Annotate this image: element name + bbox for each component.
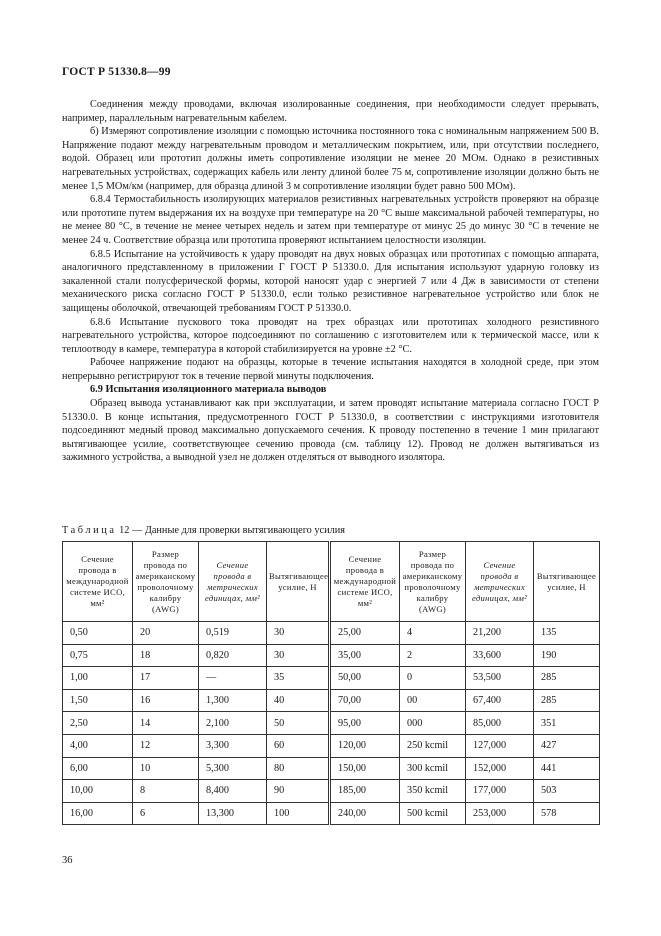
table-row (63, 667, 600, 690)
col-header-iso-section-2: Сечение провода в международной системе ИСО, мм² (330, 542, 400, 622)
table-row (63, 712, 600, 735)
paragraph: Соединения между проводами, включая изолированные соединения, при необходимости следует прерывать, например, параллельным нагревательным кабелем. (62, 99, 599, 124)
table-cell: 351 (534, 712, 600, 735)
table-cell: 13,300 (199, 802, 267, 825)
table-cell: 25,00 (330, 622, 400, 645)
table-caption-text: 12 — Данные для проверки вытягивающего усилия (116, 525, 346, 536)
table-cell: 70,00 (330, 689, 400, 712)
table-cell: 500 kcmil (400, 802, 466, 825)
table-cell: 2 (400, 644, 466, 667)
table-cell: 0,519 (199, 622, 267, 645)
table-cell: 8 (133, 780, 199, 803)
table-cell: 95,00 (330, 712, 400, 735)
table-cell: 30 (267, 644, 330, 667)
table-cell: 1,00 (63, 667, 133, 690)
document-header: ГОСТ Р 51330.8—99 (62, 66, 171, 78)
col-header-metric-section: Сечение провода в метрических единицах, мм² (199, 542, 267, 622)
table-cell: 427 (534, 734, 600, 757)
page-number: 36 (62, 855, 73, 866)
pull-force-table (62, 541, 600, 825)
table-cell: 35 (267, 667, 330, 690)
table-cell: 190 (534, 644, 600, 667)
table-cell: 60 (267, 734, 330, 757)
table-cell: 127,000 (466, 734, 534, 757)
table-cell: 152,000 (466, 757, 534, 780)
table-cell: 6 (133, 802, 199, 825)
table-cell: 1,300 (199, 689, 267, 712)
paragraph: 6.8.4 Термостабильность изолирующих материалов резистивных нагревательных устройств проверяют на образце или прототипе путем выдержания их на воздухе при температуре на 20 °С выше максимальной рабочей температуры, но не менее 80 °С, в течение не менее четырех недель и затем при температуре от минус 25 до минус 30 °С в течение не менее 24 ч. Соответствие образца или прототипа проверяют испытанием целостности изоляции. (62, 194, 599, 246)
paragraph: 6.8.6 Испытание пускового тока проводят на трех образцах или прототипах холодного резистивного нагревательного устройства, которое подсоединяют по соглашению с изготовителем или к термической массе, или к теплоотводу в камере, температура в которой стабилизируется на уровне ±2 °С. (62, 316, 599, 355)
table-cell: 10,00 (63, 780, 133, 803)
table-cell: 50 (267, 712, 330, 735)
table-cell: 240,00 (330, 802, 400, 825)
table-cell: 8,400 (199, 780, 267, 803)
table-cell: 1,50 (63, 689, 133, 712)
table-cell: 441 (534, 757, 600, 780)
table-cell: 150,00 (330, 757, 400, 780)
table-cell: — (199, 667, 267, 690)
table-row (63, 802, 600, 825)
table-cell: 35,00 (330, 644, 400, 667)
table-cell: 503 (534, 780, 600, 803)
table-cell: 12 (133, 734, 199, 757)
table-cell: 0,75 (63, 644, 133, 667)
table-cell: 0,820 (199, 644, 267, 667)
table-cell: 6,00 (63, 757, 133, 780)
table-cell: 17 (133, 667, 199, 690)
table-cell: 53,500 (466, 667, 534, 690)
table-cell: 120,00 (330, 734, 400, 757)
table-row (63, 757, 600, 780)
table-cell: 300 kcmil (400, 757, 466, 780)
table-cell: 3,300 (199, 734, 267, 757)
table-cell: 250 kcmil (400, 734, 466, 757)
table-cell: 177,000 (466, 780, 534, 803)
col-header-awg-size-2: Размер провода по американскому проволочному калибру (AWG) (400, 542, 466, 622)
table-cell: 2,50 (63, 712, 133, 735)
table-cell: 50,00 (330, 667, 400, 690)
table-cell: 285 (534, 689, 600, 712)
table-caption (62, 525, 345, 536)
table-cell: 2,100 (199, 712, 267, 735)
table-cell: 85,000 (466, 712, 534, 735)
table-cell: 350 kcmil (400, 780, 466, 803)
table-cell: 80 (267, 757, 330, 780)
table-cell: 10 (133, 757, 199, 780)
paragraph: 6.8.5 Испытание на устойчивость к удару проводят на двух новых образцах или прототипах с помощью аппарата, аналогичного представленному в приложении Г ГОСТ Р 51330.0. Для испытания используют ударную головку из закаленной стали полусферической формы, которой наносят удар с энергией 7 или 4 Дж в зависимости от степени механического риска согласно ГОСТ Р 51330.0, если только резистивное нагревательное устройство или блок не защищены оболочкой, отвечающей требованиям ГОСТ Р 51330.0. (62, 248, 599, 314)
table-cell: 5,300 (199, 757, 267, 780)
table-row (63, 780, 600, 803)
table-cell: 000 (400, 712, 466, 735)
table-cell: 00 (400, 689, 466, 712)
table-cell: 0,50 (63, 622, 133, 645)
col-header-metric-section-2: Сечение провода в метрических единицах, мм² (466, 542, 534, 622)
table-cell: 578 (534, 802, 600, 825)
table-cell: 135 (534, 622, 600, 645)
table-caption-word: Таблица (62, 525, 117, 536)
table-cell: 0 (400, 667, 466, 690)
table-cell: 20 (133, 622, 199, 645)
col-header-pull-force: Вытягивающее усилие, Н (267, 542, 330, 622)
paragraph: Рабочее напряжение подают на образцы, которые в течение испытания находятся в холодной среде, при этом непрерывно регистрируют ток в течение первой минуты подключения. (62, 357, 599, 382)
table-cell: 14 (133, 712, 199, 735)
table-cell: 285 (534, 667, 600, 690)
table-cell: 40 (267, 689, 330, 712)
table-cell: 18 (133, 644, 199, 667)
table-cell: 4 (400, 622, 466, 645)
table-cell: 21,200 (466, 622, 534, 645)
paragraph: б) Измеряют сопротивление изоляции с помощью источника постоянного тока с номинальным напряжением 500 В. Напряжение подают между нагревательным проводом и металлическим покрытием, или, при отсутствии последнего, водой. Образец или прототип должны иметь сопротивление изоляции не менее 20 МОм. Однако в резистивных нагревательных устройствах, содержащих кабель или ленту длиной более 75 м, сопротивление изоляции должно быть не менее 1,5 МОм/км (например, для образца длиной 3 м сопротивление изоляции будет равно 500 МОм). (62, 126, 599, 192)
table-cell: 16,00 (63, 802, 133, 825)
table-cell: 30 (267, 622, 330, 645)
table-row (63, 689, 600, 712)
table-header-row (63, 542, 600, 622)
body-text (62, 98, 599, 465)
paragraph: Образец вывода устанавливают как при эксплуатации, и затем проводят испытание материала согласно ГОСТ Р 51330.0. В конце испытания, предусмотренного ГОСТ Р 51330.0, в соответствии с инструкциями изготовителя подсоединяют медный провод максимально допускаемого сечения. К проводу постепенно в течение 1 мин прилагают вытягивающее усилие, соответствующее сечению провода (см. таблицу 12). Провод не должен вытягиваться из зажимного устройства, а выводной узел не должен отделяться от выводного изолятора. (62, 398, 599, 464)
table-cell: 253,000 (466, 802, 534, 825)
table-row (63, 622, 600, 645)
table-cell: 4,00 (63, 734, 133, 757)
table-cell: 67,400 (466, 689, 534, 712)
col-header-pull-force-2: Вытягивающее усилие, Н (534, 542, 600, 622)
table-cell: 33,600 (466, 644, 534, 667)
table-cell: 185,00 (330, 780, 400, 803)
table-row (63, 734, 600, 757)
table-row (63, 644, 600, 667)
col-header-awg-size: Размер провода по американскому проволочному калибру (AWG) (133, 542, 199, 622)
table-cell: 16 (133, 689, 199, 712)
table-cell: 100 (267, 802, 330, 825)
table-cell: 90 (267, 780, 330, 803)
section-heading: 6.9 Испытания изоляционного материала выводов (90, 384, 327, 396)
col-header-iso-section: Сечение провода в международной системе ИСО, мм² (63, 542, 133, 622)
